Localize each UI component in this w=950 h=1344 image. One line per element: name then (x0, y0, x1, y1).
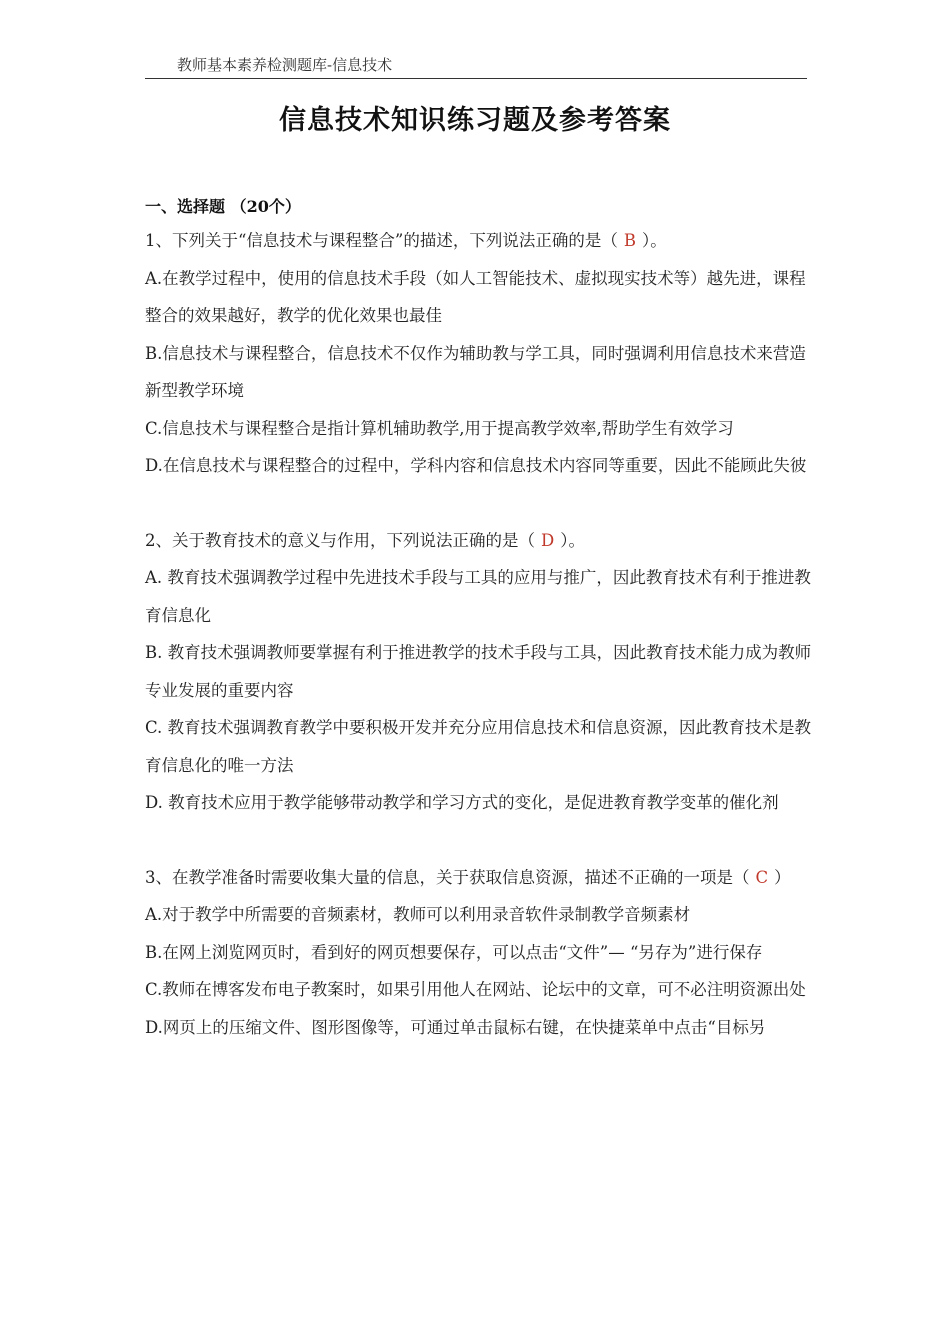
answer-key: D (541, 530, 555, 550)
question-3 (145, 859, 815, 1047)
option-a: A. 教育技术强调教学过程中先进技术手段与工具的应用与推广，因此教育技术有利于推进教育信息化 (145, 568, 811, 625)
option-b: B. 教育技术强调教师要掌握有利于推进教学的技术手段与工具，因此教育技术能力成为教师专业发展的重要内容 (145, 643, 812, 700)
question-1 (145, 222, 815, 485)
option-b: B.在网上浏览网页时，看到好的网页想要保存，可以点击“文件”— “另存为”进行保存 (145, 942, 763, 962)
question-stem: 3、在教学准备时需要收集大量的信息，关于获取信息资源，描述不正确的一项是（ C ） (145, 867, 791, 887)
option-a: A.对于教学中所需要的音频素材，教师可以利用录音软件录制教学音频素材 (145, 905, 691, 924)
question-stem: 1、下列关于“信息技术与课程整合”的描述，下列说法正确的是（ B ）。 (145, 231, 667, 250)
option-a: A.在教学过程中，使用的信息技术手段（如人工智能技术、虚拟现实技术等）越先进，课程整合的效果越好，教学的优化效果也最佳 (145, 268, 806, 325)
option-c: C. 教育技术强调教育教学中要积极开发并充分应用信息技术和信息资源，因此教育技术是教育信息化的唯一方法 (145, 718, 812, 775)
option-d: D. 教育技术应用于教学能够带动教学和学习方式的变化，是促进教育教学变革的催化剂 (145, 793, 779, 812)
option-b: B.信息技术与课程整合，信息技术不仅作为辅助教与学工具，同时强调利用信息技术来营造新型教学环境 (145, 343, 806, 400)
question-list (145, 222, 815, 1046)
option-c: C.信息技术与课程整合是指计算机辅助教学,用于提高教学效率,帮助学生有效学习 (145, 418, 734, 438)
option-d: D.在信息技术与课程整合的过程中，学科内容和信息技术内容同等重要，因此不能顾此失彼 (145, 456, 807, 475)
question-stem: 2、关于教育技术的意义与作用，下列说法正确的是（ D ）。 (145, 530, 585, 550)
page-title: 信息技术知识练习题及参考答案 (279, 105, 671, 136)
question-2 (145, 522, 815, 822)
section-heading: 一、选择题 （20个） (145, 197, 301, 216)
page-header (145, 54, 807, 79)
answer-key: B (623, 231, 637, 250)
option-d: D.网页上的压缩文件、图形图像等，可通过单击鼠标右键，在快捷菜单中点击“目标另 (145, 1017, 766, 1037)
option-c: C.教师在博客发布电子教案时，如果引用他人在网站、论坛中的文章，可不必注明资源出处 (145, 980, 806, 999)
header-text: 教师基本素养检测题库-信息技术 (177, 56, 393, 74)
answer-key: C (755, 867, 769, 887)
